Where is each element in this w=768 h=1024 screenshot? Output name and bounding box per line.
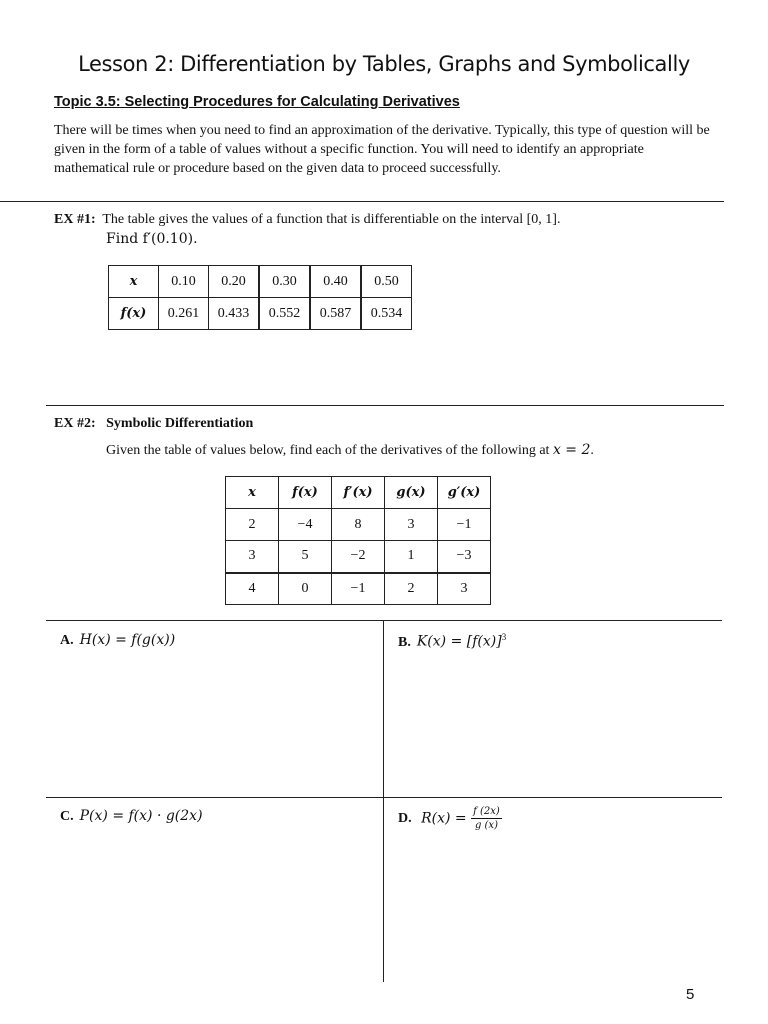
question-d — [398, 806, 502, 831]
ex1-cell: 0.20 — [209, 266, 260, 298]
ex1-table-header-x: x — [109, 266, 159, 298]
ex2-text-math: x = 2 — [552, 442, 591, 458]
question-b-expr: K(x) = [f(x)] — [416, 633, 502, 650]
ex2-cell: 5 — [279, 541, 332, 573]
topic-heading: Topic 3.5: Selecting Procedures for Calculating Derivatives — [54, 94, 460, 110]
question-d-fraction — [471, 806, 502, 831]
ex1-cell: 0.40 — [310, 266, 361, 298]
ex2-cell: 2 — [226, 509, 279, 541]
ex2-cell: −1 — [438, 509, 491, 541]
ex2-cell: 4 — [226, 573, 279, 605]
ex2-table-header: f(x) — [279, 477, 332, 509]
ex1-table-header-fx: f(x) — [109, 298, 159, 330]
ex1-cell: 0.433 — [209, 298, 260, 330]
ex1-cell: 0.10 — [159, 266, 209, 298]
ex2-text-after: . — [590, 443, 594, 458]
ex2-cell: 3 — [438, 573, 491, 605]
ex2-cell: 2 — [385, 573, 438, 605]
page-number: 5 — [686, 986, 695, 1003]
ex2-table-header: f′(x) — [332, 477, 385, 509]
question-d-letter: D. — [398, 810, 412, 826]
intro-paragraph: There will be times when you need to find an approximation of the derivative. Typically, this type of question will be given in the form of a table of values without a specific function. You will need to identify an appropriate mathematical rule or procedure based on the given data to proceed successfully. — [54, 123, 710, 176]
ex2-heading-text: Symbolic Differentiation — [106, 416, 254, 431]
ex1-statement — [54, 212, 560, 228]
ex1-cell: 0.30 — [259, 266, 310, 298]
ex1-cell: 0.534 — [361, 298, 412, 330]
question-c-letter: C. — [60, 809, 74, 824]
divider-top — [0, 201, 724, 202]
divider-ex2 — [46, 405, 724, 406]
ex2-heading — [54, 416, 253, 432]
ex2-cell: 1 — [385, 541, 438, 573]
ex1-table — [108, 265, 412, 330]
ex2-table-header: x — [226, 477, 279, 509]
ex2-text-before: Given the table of values below, find each of the derivatives of the following at — [106, 443, 553, 458]
ex2-cell: 3 — [226, 541, 279, 573]
ex1-text: The table gives the values of a function that is differentiable on the interval [0, 1]. — [102, 212, 561, 227]
question-b — [398, 632, 506, 651]
ex2-table — [225, 476, 491, 605]
ex1-cell: 0.587 — [310, 298, 361, 330]
question-a-letter: A. — [60, 633, 74, 648]
question-a-expr: H(x) = f(g(x)) — [79, 632, 176, 648]
question-b-letter: B. — [398, 634, 411, 650]
ex2-label: EX #2: — [54, 416, 96, 431]
grid-line-top — [46, 620, 722, 621]
ex1-find — [106, 231, 198, 248]
question-d-expr: R(x) = — [421, 810, 472, 827]
ex1-cell: 0.50 — [361, 266, 412, 298]
question-d-numerator: f (2x) — [473, 806, 500, 817]
page-title: Lesson 2: Differentiation by Tables, Graphs and Symbolically — [78, 52, 690, 76]
ex1-cell: 0.261 — [159, 298, 209, 330]
ex2-cell: 8 — [332, 509, 385, 541]
ex2-table-header: g(x) — [385, 477, 438, 509]
ex2-table-header: g′(x) — [438, 477, 491, 509]
ex1-cell: 0.552 — [259, 298, 310, 330]
question-d-denominator: g (x) — [474, 820, 498, 831]
ex2-cell: 0 — [279, 573, 332, 605]
ex2-cell: 3 — [385, 509, 438, 541]
question-c-expr: P(x) = f(x) · g(2x) — [79, 808, 203, 824]
question-a — [60, 632, 175, 649]
ex1-find-text: Find f′(0.10). — [106, 231, 198, 247]
ex2-cell: −3 — [438, 541, 491, 573]
ex1-label: EX #1: — [54, 212, 96, 227]
grid-line-vertical — [383, 620, 384, 982]
grid-line-middle — [46, 797, 722, 798]
ex2-cell: −4 — [279, 509, 332, 541]
ex2-instruction — [106, 442, 594, 459]
ex2-cell: −2 — [332, 541, 385, 573]
question-b-exponent: 3 — [501, 632, 507, 642]
ex2-cell: −1 — [332, 573, 385, 605]
question-c — [60, 808, 203, 825]
